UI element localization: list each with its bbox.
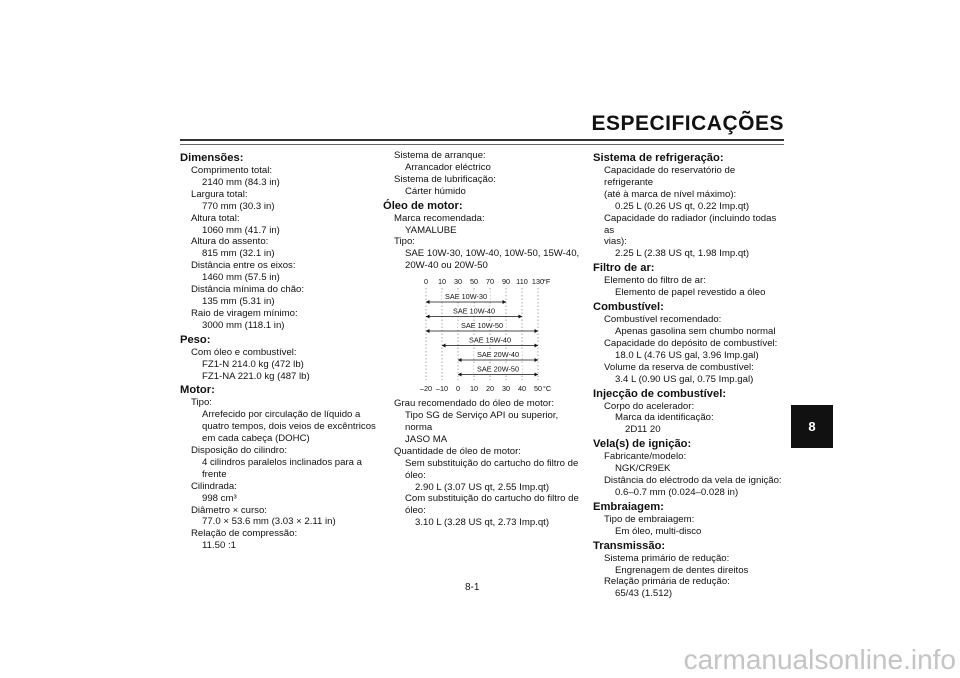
spec-line: 18.0 L (4.76 US gal, 3.96 Imp.gal) [615, 349, 759, 361]
fahrenheit-unit-label: °F [543, 277, 551, 287]
viscosity-range-label: SAE 10W-30 [444, 292, 488, 302]
spec-line: 4 cilindros paralelos inclinados para a [202, 456, 362, 468]
fahrenheit-tick-label: 50 [469, 277, 479, 287]
celsius-tick-label: 40 [517, 384, 527, 394]
range-arrow-left [426, 300, 430, 304]
fahrenheit-tick-label: 90 [501, 277, 511, 287]
spec-line: Distância mínima do chão: [191, 284, 305, 296]
spec-line: Corpo do acelerador: [604, 400, 695, 412]
section-heading: Combustível: [593, 301, 664, 314]
spec-line: Cilindrada: [191, 480, 237, 492]
spec-line: Largura total: [191, 188, 248, 200]
spec-column-3 [593, 150, 783, 600]
spec-line: SAE 10W-30, 10W-40, 10W-50, 15W-40, [405, 248, 580, 260]
section-heading: Óleo de motor: [383, 199, 463, 212]
viscosity-range-label: SAE 10W-50 [460, 321, 504, 331]
celsius-tick-label: 30 [501, 384, 511, 394]
spec-line: Fabricante/modelo: [604, 451, 687, 463]
spec-line: Arrancador eléctrico [405, 161, 491, 173]
spec-line: frente [202, 468, 227, 480]
spec-line: (até à marca de nível máximo): [604, 188, 737, 200]
spec-line: em cada cabeça (DOHC) [202, 433, 310, 445]
viscosity-range-label: SAE 20W-50 [476, 364, 520, 374]
spec-line: Tipo SG de Serviço API ou superior, norma [405, 410, 559, 433]
spec-line: YAMALUBE [405, 224, 457, 236]
range-arrow-right [535, 329, 539, 333]
section-heading: Sistema de refrigeração: [593, 152, 724, 164]
spec-line: Sistema de arranque: [394, 150, 486, 161]
spec-line: 770 mm (30.3 in) [202, 200, 275, 212]
fahrenheit-tick-label: 0 [423, 277, 429, 287]
spec-line: Capacidade do reservatório de refrigerante [604, 165, 736, 188]
celsius-tick-label: 20 [485, 384, 495, 394]
range-arrow-right [503, 300, 507, 304]
spec-line: 0.25 L (0.26 US qt, 0.22 Imp.qt) [615, 200, 750, 212]
spec-line: 0.6–0.7 mm (0.024–0.028 in) [615, 486, 739, 498]
fahrenheit-tick-label: 10 [437, 277, 447, 287]
spec-line: Diâmetro × curso: [191, 504, 267, 516]
section-heading: Injecção de combustível: [593, 387, 727, 400]
spec-line: Comprimento total: [191, 165, 273, 176]
spec-line: Altura do assento: [191, 236, 269, 248]
viscosity-range-label: SAE 20W-40 [476, 350, 520, 360]
spec-line: 3.4 L (0.90 US gal, 0.75 Imp.gal) [615, 373, 754, 385]
spec-line: Com substituição do cartucho do filtro de [405, 493, 579, 505]
section-heading: Peso: [180, 333, 211, 346]
spec-line: Sistema primário de redução: [604, 552, 730, 564]
range-arrow-right [535, 373, 539, 377]
spec-line: Tipo de embraiagem: [604, 513, 695, 525]
range-arrow-left [458, 373, 462, 377]
spec-line: Sem substituição do cartucho do filtro de [405, 457, 579, 469]
section-heading: Filtro de ar: [593, 262, 655, 275]
fahrenheit-tick-label: 30 [453, 277, 463, 287]
spec-line: Distância entre os eixos: [191, 260, 296, 272]
spec-line: Altura total: [191, 212, 240, 224]
spec-line: Raio de viragem mínimo: [191, 307, 298, 319]
spec-line: Engrenagem de dentes direitos [615, 564, 749, 576]
spec-line: Volume da reserva de combustível: [604, 361, 754, 373]
fahrenheit-tick-label: 110 [516, 277, 528, 287]
spec-line: 135 mm (5.31 in) [202, 295, 275, 307]
spec-line: Sistema de lubrificação: [394, 173, 496, 185]
spec-line: 77.0 × 53.6 mm (3.03 × 2.11 in) [202, 516, 336, 528]
spec-line: 2.90 L (3.07 US qt, 2.55 Imp.qt) [415, 481, 550, 493]
spec-line: Grau recomendado do óleo de motor: [394, 398, 554, 410]
spec-line: 815 mm (32.1 in) [202, 248, 275, 260]
range-arrow-left [458, 358, 462, 362]
spec-line: JASO MA [405, 433, 448, 445]
spec-line: Em óleo, multi-disco [615, 525, 702, 537]
spec-line: 65/43 (1.512) [615, 588, 673, 600]
range-arrow-right [535, 358, 539, 362]
header-rule-thin [180, 144, 784, 145]
spec-line: óleo: [405, 469, 426, 481]
spec-line: óleo: [405, 505, 426, 517]
chapter-tab: 8 [791, 405, 833, 448]
spec-line: Elemento do filtro de ar: [604, 275, 706, 287]
range-arrow-left [426, 329, 430, 333]
range-arrow-left [426, 315, 430, 319]
spec-line: Marca da identificação: [615, 412, 714, 424]
spec-line: Marca recomendada: [394, 212, 485, 224]
spec-line: 998 cm³ [202, 492, 237, 504]
spec-line: Distância do eléctrodo da vela de ignição: [604, 475, 782, 487]
page-title: ESPECIFICAÇÕES [591, 112, 784, 135]
spec-line: Apenas gasolina sem chumbo normal [615, 325, 776, 337]
celsius-tick-label: –20 [419, 384, 433, 394]
spec-line: 2.25 L (2.38 US qt, 1.98 Imp.qt) [615, 248, 750, 260]
spec-line: quatro tempos, dois veios de excêntricos [202, 421, 376, 433]
spec-line: Tipo: [394, 236, 415, 248]
celsius-tick-label: 0 [455, 384, 461, 394]
spec-line: Arrefecido por circulação de líquido a [202, 409, 361, 421]
watermark: carmanualsonline.info [683, 644, 956, 675]
range-arrow-right [535, 344, 539, 348]
spec-line: Cárter húmido [405, 185, 466, 197]
range-arrow-right [519, 315, 523, 319]
spec-line: 2140 mm (84.3 in) [202, 176, 280, 188]
section-heading: Embraiagem: [593, 500, 664, 513]
spec-line: Com óleo e combustível: [191, 346, 297, 358]
spec-line: Combustível recomendado: [604, 314, 722, 326]
spec-line: Relação primária de redução: [604, 576, 730, 588]
section-heading: Motor: [180, 384, 215, 397]
spec-line: NGK/CR9EK [615, 463, 671, 475]
viscosity-range-label: SAE 15W-40 [468, 335, 512, 345]
spec-line: Elemento de papel revestido a óleo [615, 287, 766, 299]
celsius-tick-label: 50 [533, 384, 543, 394]
celsius-tick-label: –10 [435, 384, 449, 394]
spec-line: 1060 mm (41.7 in) [202, 224, 280, 236]
header-rule-thick [180, 139, 784, 141]
spec-line: Capacidade do depósito de combustível: [604, 337, 778, 349]
range-arrow-left [442, 344, 446, 348]
celsius-tick-label: 10 [469, 384, 479, 394]
spec-line: FZ1-N 214.0 kg (472 lb) [202, 358, 304, 370]
spec-line: 2D11 20 [625, 424, 661, 436]
spec-column-2 [383, 150, 583, 529]
spec-line: Relação de compressão: [191, 528, 298, 540]
spec-line: 11.50 :1 [202, 540, 236, 552]
spec-column-2-bottom [383, 398, 583, 529]
section-heading: Dimensões: [180, 152, 244, 164]
oil-viscosity-chart [413, 276, 553, 396]
spec-column-2-top [383, 150, 583, 272]
fahrenheit-tick-label: 70 [485, 277, 495, 287]
page-number: 8-1 [465, 582, 480, 593]
spec-line: Quantidade de óleo de motor: [394, 445, 521, 457]
viscosity-range-label: SAE 10W-40 [452, 306, 496, 316]
spec-line: 3.10 L (3.28 US qt, 2.73 Imp.qt) [415, 517, 550, 529]
spec-line: Capacidade do radiador (incluindo todas as [604, 212, 777, 236]
spec-line: 3000 mm (118.1 in) [202, 319, 285, 331]
spec-line: FZ1-NA 221.0 kg (487 lb) [202, 370, 310, 382]
spec-line: 20W-40 ou 20W-50 [405, 260, 488, 272]
spec-line: Disposição do cilindro: [191, 445, 287, 457]
spec-line: 1460 mm (57.5 in) [202, 272, 280, 284]
section-heading: Vela(s) de ignição: [593, 438, 692, 451]
celsius-unit-label: °C [543, 384, 552, 394]
spec-column-1 [180, 150, 380, 552]
spec-line: vias): [604, 236, 627, 248]
fahrenheit-tick-label: 130 [531, 277, 545, 287]
section-heading: Transmissão: [593, 539, 666, 552]
spec-line: Tipo: [191, 397, 212, 409]
